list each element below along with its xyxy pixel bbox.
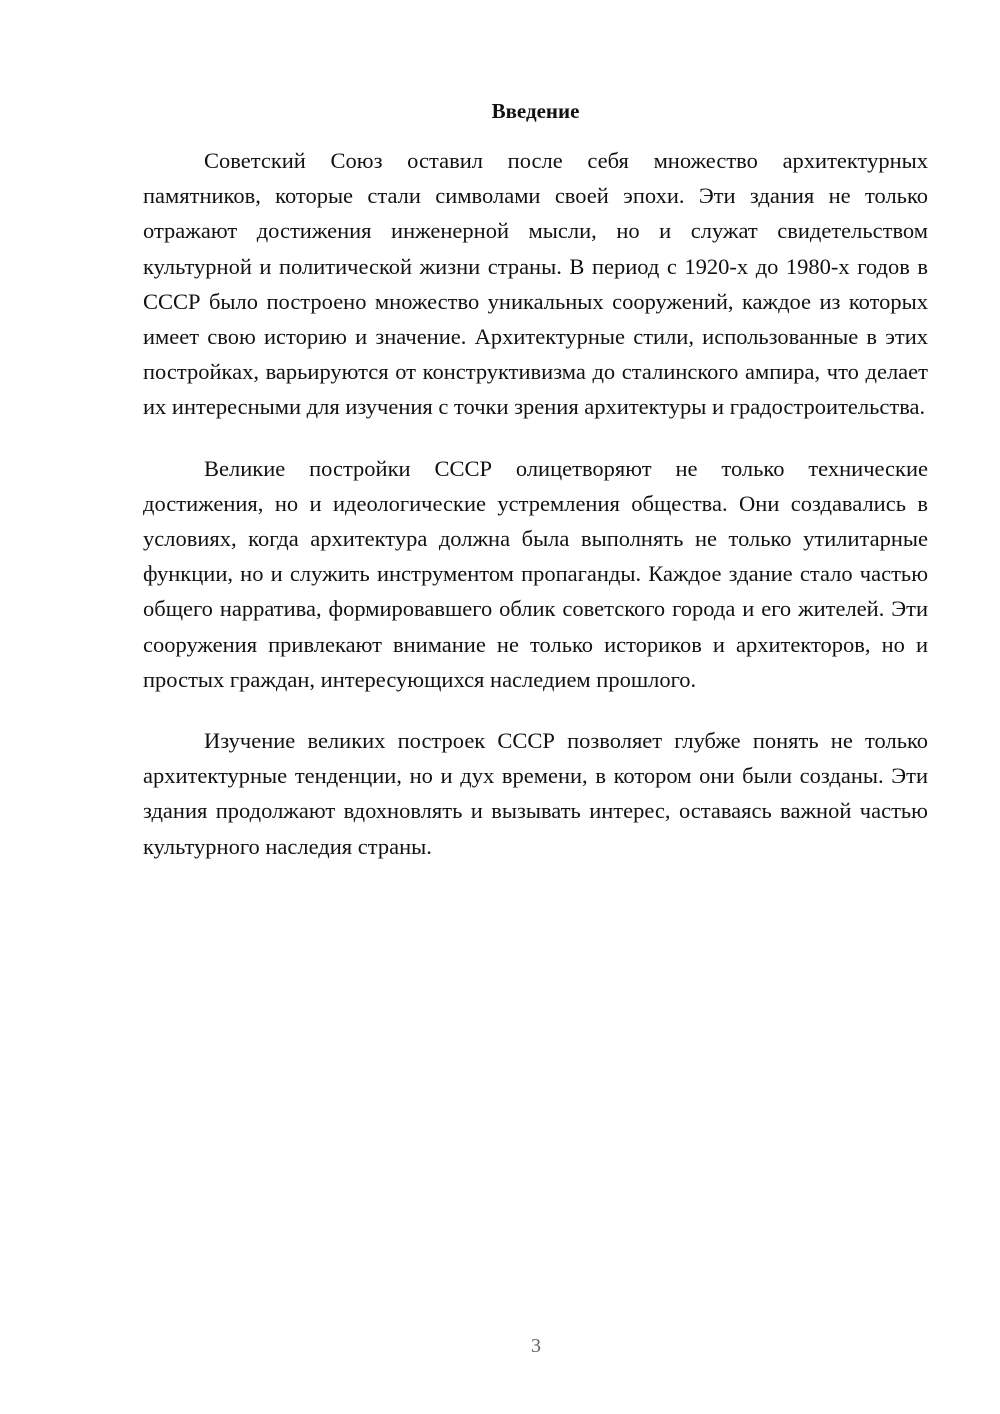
page-number: 3 [531,1335,541,1357]
section-heading: Введение [491,99,580,123]
paragraph-1: Советский Союз оставил после себя множество архитектурных памятников, которые стали символами своей эпохи. Эти здания не только отражают достижения инженерной мысли, но и служат свидетельством культурной и политической жизни страны. В период с 1920-х до 1980-х годов в СССР было построено множество уникальных сооружений, каждое из которых имеет свою историю и значение. Архитектурные стили, использованные в этих постройках, варьируются от конструктивизма до сталинского ампира, что делает их интересными для изучения с точки зрения архитектуры и градостроительства. [143,148,928,420]
body-text [143,143,928,890]
paragraph-3: Изучение великих построек СССР позволяет глубже понять не только архитектурные тенденции, но и дух времени, в котором они были созданы. Эти здания продолжают вдохновлять и вызывать интерес, оставаясь важной частью культурного наследия страны. [143,728,928,859]
paragraph-2: Великие постройки СССР олицетворяют не только технические достижения, но и идеологические устремления общества. Они создавались в условиях, когда архитектура должна была выполнять не только утилитарные функции, но и служить инструментом пропаганды. Каждое здание стало частью общего нарратива, формировавшего облик советского города и его жителей. Эти сооружения привлекают внимание не только историков и архитекторов, но и простых граждан, интересующихся наследием прошлого. [143,455,928,692]
